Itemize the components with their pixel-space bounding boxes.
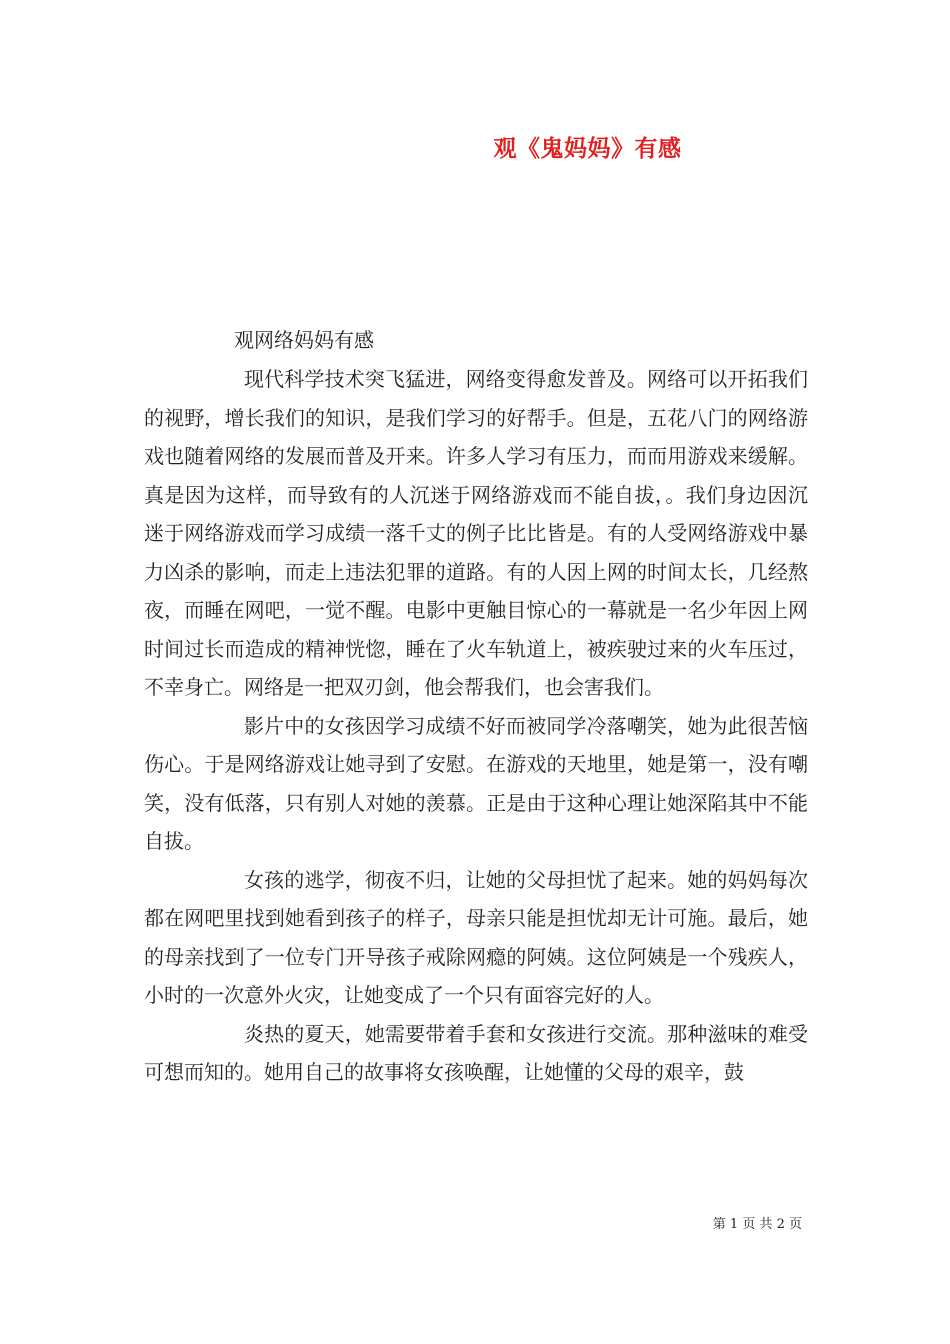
document-subtitle: 观网络妈妈有感 (234, 328, 374, 352)
paragraph: 炎热的夏天，她需要带着手套和女孩进行交流。那种滋味的难受可想而知的。她用自己的故事将女孩唤醒，让她懂的父母的艰辛，鼓 (144, 1021, 808, 1084)
document-title: 观《鬼妈妈》有感 (493, 135, 682, 162)
document-body (144, 360, 808, 1092)
page-number-footer: 第 1 页 共 2 页 (712, 1217, 802, 1232)
paragraph: 女孩的逃学，彻夜不归，让她的父母担忧了起来。她的妈妈每次都在网吧里找到她看到孩子的样子，母亲只能是担忧却无计可施。最后，她的母亲找到了一位专门开导孩子戒除网瘾的阿姨。这位阿姨是一个残疾人，小时的一次意外火灾，让她变成了一个只有面容完好的人。 (144, 867, 808, 1007)
paragraph: 影片中的女孩因学习成绩不好而被同学冷落嘲笑，她为此很苦恼伤心。于是网络游戏让她寻到了安慰。在游戏的天地里，她是第一，没有嘲笑，没有低落，只有别人对她的羡慕。正是由于这种心理让她深陷其中不能自拔。 (144, 713, 808, 853)
paragraph: 现代科学技术突飞猛进，网络变得愈发普及。网络可以开拓我们的视野，增长我们的知识，是我们学习的好帮手。但是，五花八门的网络游戏也随着网络的发展而普及开来。许多人学习有压力，而而用游戏来缓解。真是因为这样，而导致有的人沉迷于网络游戏而不能自拔，。我们身边因沉迷于网络游戏而学习成绩一落千丈的例子比比皆是。有的人受网络游戏中暴力凶杀的影响，而走上违法犯罪的道路。有的人因上网的时间太长，几经熬夜，而睡在网吧，一觉不醒。电影中更触目惊心的一幕就是一名少年因上网时间过长而造成的精神恍惚，睡在了火车轨道上，被疾驶过来的火车压过，不幸身亡。网络是一把双刃剑，他会帮我们，也会害我们。 (144, 367, 808, 699)
